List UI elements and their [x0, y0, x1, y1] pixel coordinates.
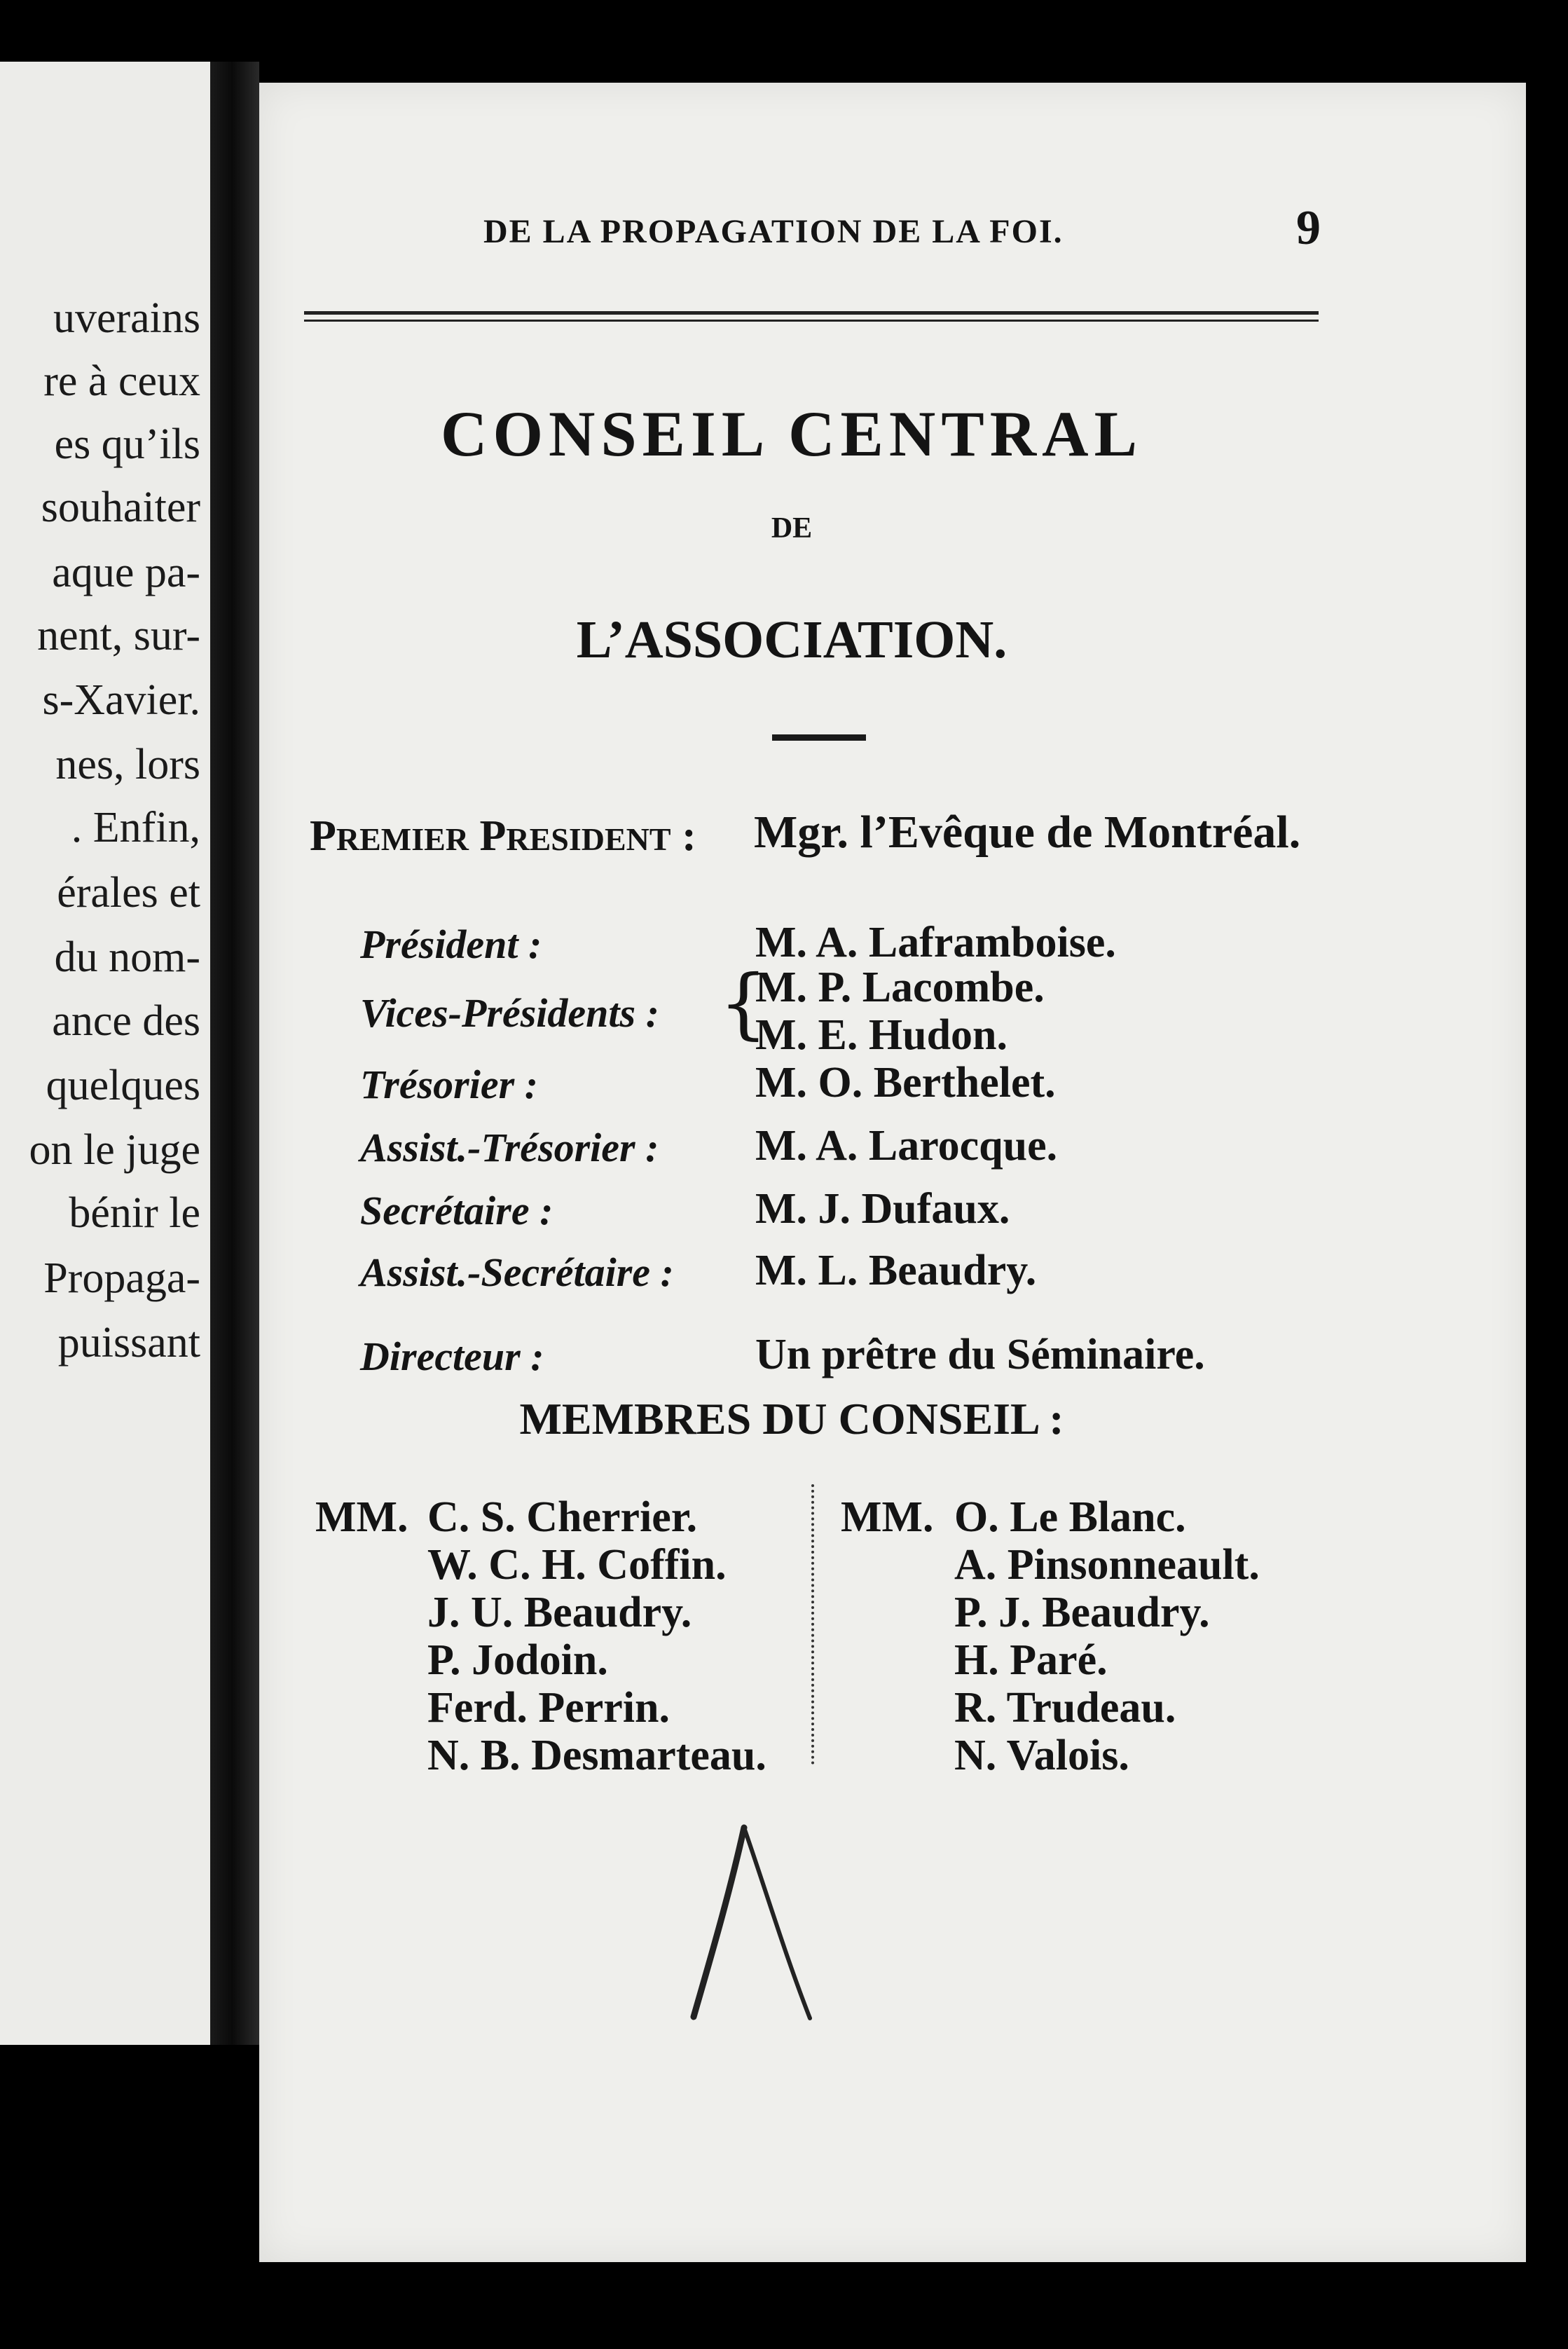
- left-page-line: Propaga-: [43, 1254, 200, 1302]
- left-page-line: . Enfin,: [71, 804, 200, 851]
- vice-president-brace: {: [719, 958, 768, 1048]
- officer-label: Président :: [360, 922, 542, 967]
- left-page-line: aque pa-: [52, 549, 200, 596]
- officer-label: Secrétaire :: [360, 1188, 553, 1233]
- label-colon: :: [670, 812, 696, 860]
- running-head: DE LA PROPAGATION DE LA FOI.: [483, 213, 1064, 250]
- members-prefix-right: MM.: [841, 1493, 934, 1541]
- members-title: MEMBRES DU CONSEIL :: [519, 1394, 1064, 1444]
- left-page-line: du nom-: [54, 933, 200, 981]
- label-initial: P: [310, 812, 336, 860]
- member-name: H. Paré.: [954, 1636, 1108, 1684]
- member-name: O. Le Blanc.: [954, 1493, 1186, 1541]
- title-connector: DE: [771, 512, 813, 545]
- members-column-divider: [811, 1484, 817, 1765]
- title-separator: [772, 734, 866, 741]
- officer-value: Un prêtre du Séminaire.: [755, 1331, 1205, 1378]
- member-name: N. Valois.: [954, 1732, 1129, 1779]
- member-name: A. Pinsonneault.: [954, 1541, 1260, 1589]
- label-smallcaps: RESIDENT: [506, 821, 671, 857]
- officer-value: M. A. Laframboise.: [755, 919, 1116, 966]
- premier-president-label: [310, 811, 696, 861]
- member-name: J. U. Beaudry.: [427, 1589, 692, 1636]
- member-name: P. Jodoin.: [427, 1636, 608, 1684]
- label-initial: P: [479, 812, 507, 860]
- handwritten-caret-mark: [680, 1814, 820, 2024]
- member-name: C. S. Cherrier.: [427, 1493, 698, 1541]
- left-page-line: souhaiter: [41, 484, 200, 531]
- member-name: R. Trudeau.: [954, 1684, 1176, 1732]
- header-rule-top: [304, 311, 1319, 315]
- officer-value: M. L. Beaudry.: [755, 1247, 1037, 1294]
- officer-label: Directeur :: [360, 1334, 544, 1379]
- officer-label: Assist.-Secrétaire :: [360, 1249, 674, 1295]
- member-name: Ferd. Perrin.: [427, 1684, 670, 1732]
- member-name: N. B. Desmarteau.: [427, 1732, 766, 1779]
- officer-label: Trésorier :: [360, 1062, 538, 1107]
- left-page-line: quelques: [46, 1062, 200, 1109]
- members-prefix-left: MM.: [315, 1493, 408, 1541]
- left-page-line: bénir le: [69, 1189, 200, 1237]
- left-page-line: érales et: [57, 869, 200, 917]
- left-page-line: puissant: [57, 1319, 200, 1367]
- officer-value: M. P. Lacombe.: [755, 964, 1045, 1011]
- officer-value: M. A. Larocque.: [755, 1122, 1058, 1170]
- left-page-line: ance des: [52, 997, 200, 1045]
- header-rule-bottom: [304, 320, 1319, 322]
- member-name: W. C. H. Coffin.: [427, 1541, 727, 1589]
- officer-label: Vices-Présidents :: [360, 990, 659, 1036]
- left-page-line: uverains: [53, 294, 200, 342]
- page-number: 9: [1296, 201, 1321, 255]
- left-page-line: nes, lors: [55, 741, 200, 788]
- officer-label: Assist.-Trésorier :: [360, 1125, 659, 1170]
- page-title: CONSEIL CENTRAL: [441, 398, 1143, 470]
- left-page-line: re à ceux: [43, 357, 200, 405]
- officer-value: M. E. Hudon.: [755, 1011, 1008, 1059]
- main-page: [259, 83, 1526, 2262]
- left-facing-page: [0, 62, 210, 2045]
- left-page-line: nent, sur-: [37, 612, 200, 659]
- left-page-line: s-Xavier.: [42, 676, 200, 724]
- officer-value: M. J. Dufaux.: [755, 1185, 1010, 1233]
- page-subtitle: L’ASSOCIATION.: [576, 610, 1007, 669]
- member-name: P. J. Beaudry.: [954, 1589, 1210, 1636]
- left-page-line: es qu’ils: [54, 420, 200, 468]
- left-page-line: on le juge: [29, 1126, 200, 1174]
- premier-president-value: Mgr. l’Evêque de Montréal.: [754, 807, 1301, 858]
- label-smallcaps: REMIER: [336, 821, 469, 857]
- officer-value: M. O. Berthelet.: [755, 1059, 1056, 1107]
- book-gutter: [210, 62, 259, 2045]
